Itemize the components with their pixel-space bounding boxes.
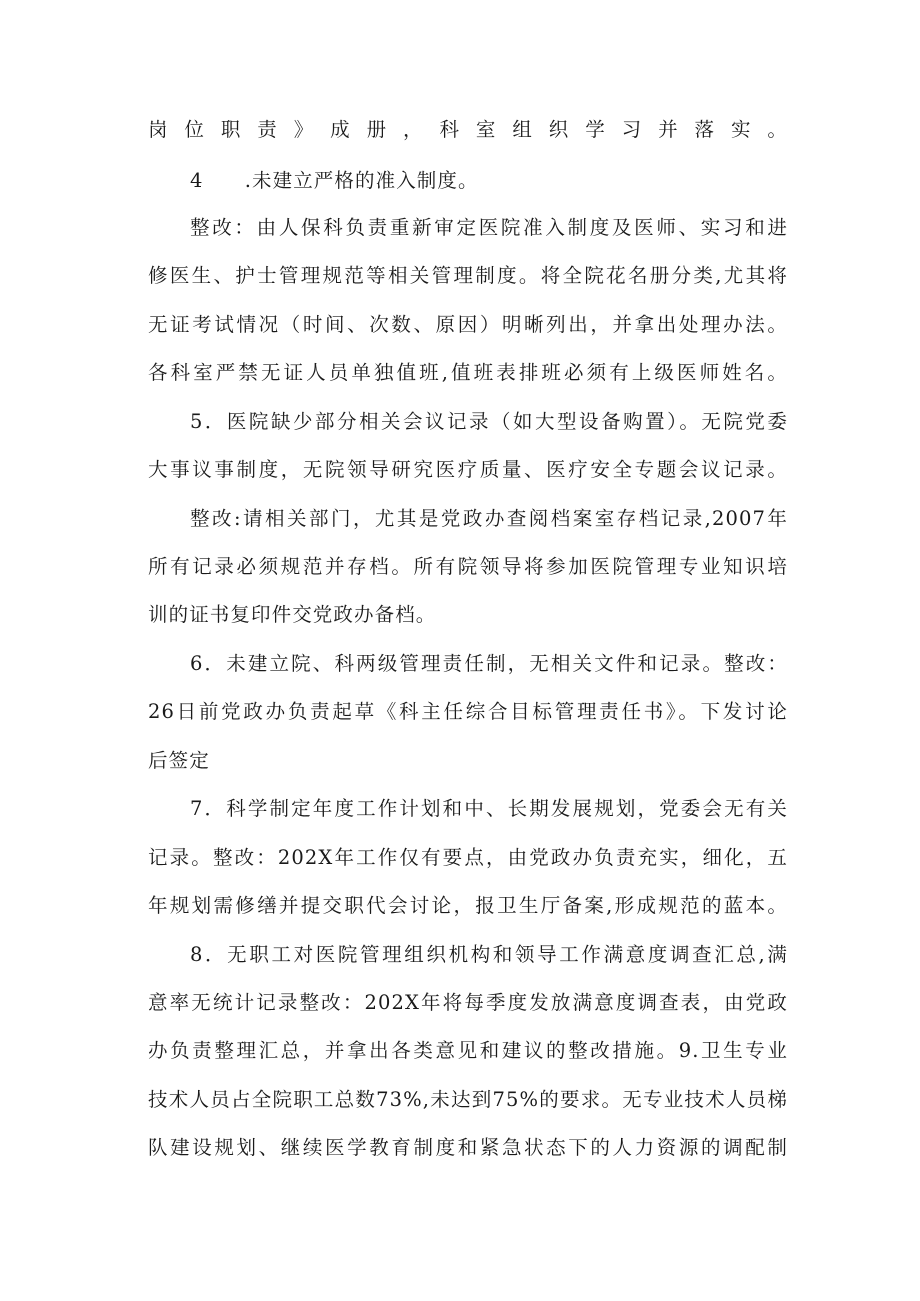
- text-line-11: 训的证书复印件交党政办备档。: [148, 603, 437, 626]
- text-line-18: 8．无职工对医院管理组织机构和领导工作满意度调查汇总,满: [190, 943, 788, 966]
- text-line-1: 岗位职责》成册，科室组织学习并落实。: [148, 118, 788, 141]
- text-line-3: 整改：由人保科负责重新审定医院准入制度及医师、实习和进: [190, 216, 788, 239]
- text-line-22: 队建设规划、继续医学教育制度和紧急状态下的人力资源的调配制: [148, 1136, 788, 1159]
- text-line-21: 技术人员占全院职工总数73%,未达到75%的要求。无专业技术人员梯: [148, 1088, 788, 1111]
- text-line-5: 无证考试情况（时间、次数、原因）明晰列出，并拿出处理办法。: [148, 313, 788, 336]
- text-line-2: 4 .未建立严格的准入制度。: [190, 169, 479, 192]
- text-line-14: 后签定: [148, 749, 210, 772]
- text-line-8: 大事议事制度，无院领导研究医疗质量、医疗安全专题会议记录。: [148, 458, 788, 481]
- text-line-10: 所有记录必须规范并存档。所有院领导将参加医院管理专业知识培: [148, 555, 788, 578]
- text-line-13: 26日前党政办负责起草《科主任综合目标管理责任书》。下发讨论: [148, 700, 788, 723]
- text-line-7: 5．医院缺少部分相关会议记录（如大型设备购置）。无院党委: [190, 410, 788, 433]
- text-line-17: 年规划需修缮并提交职代会讨论，报卫生厅备案,形成规范的蓝本。: [148, 894, 788, 917]
- text-line-6: 各科室严禁无证人员单独值班,值班表排班必须有上级医师姓名。: [148, 361, 788, 384]
- text-line-20: 办负责整理汇总，并拿出各类意见和建议的整改措施。9.卫生专业: [148, 1039, 788, 1062]
- text-line-16: 记录。整改：202X年工作仅有要点，由党政办负责充实，细化，五: [148, 846, 788, 869]
- text-line-19: 意率无统计记录整改：202X年将每季度发放满意度调查表，由党政: [148, 991, 788, 1014]
- text-line-4: 修医生、护士管理规范等相关管理制度。将全院花名册分类,尤其将: [148, 264, 788, 287]
- text-line-15: 7．科学制定年度工作计划和中、长期发展规划，党委会无有关: [190, 797, 788, 820]
- text-line-9: 整改:请相关部门，尤其是党政办查阅档案室存档记录,2007年: [190, 507, 788, 530]
- text-line-12: 6．未建立院、科两级管理责任制，无相关文件和记录。整改：: [190, 652, 788, 675]
